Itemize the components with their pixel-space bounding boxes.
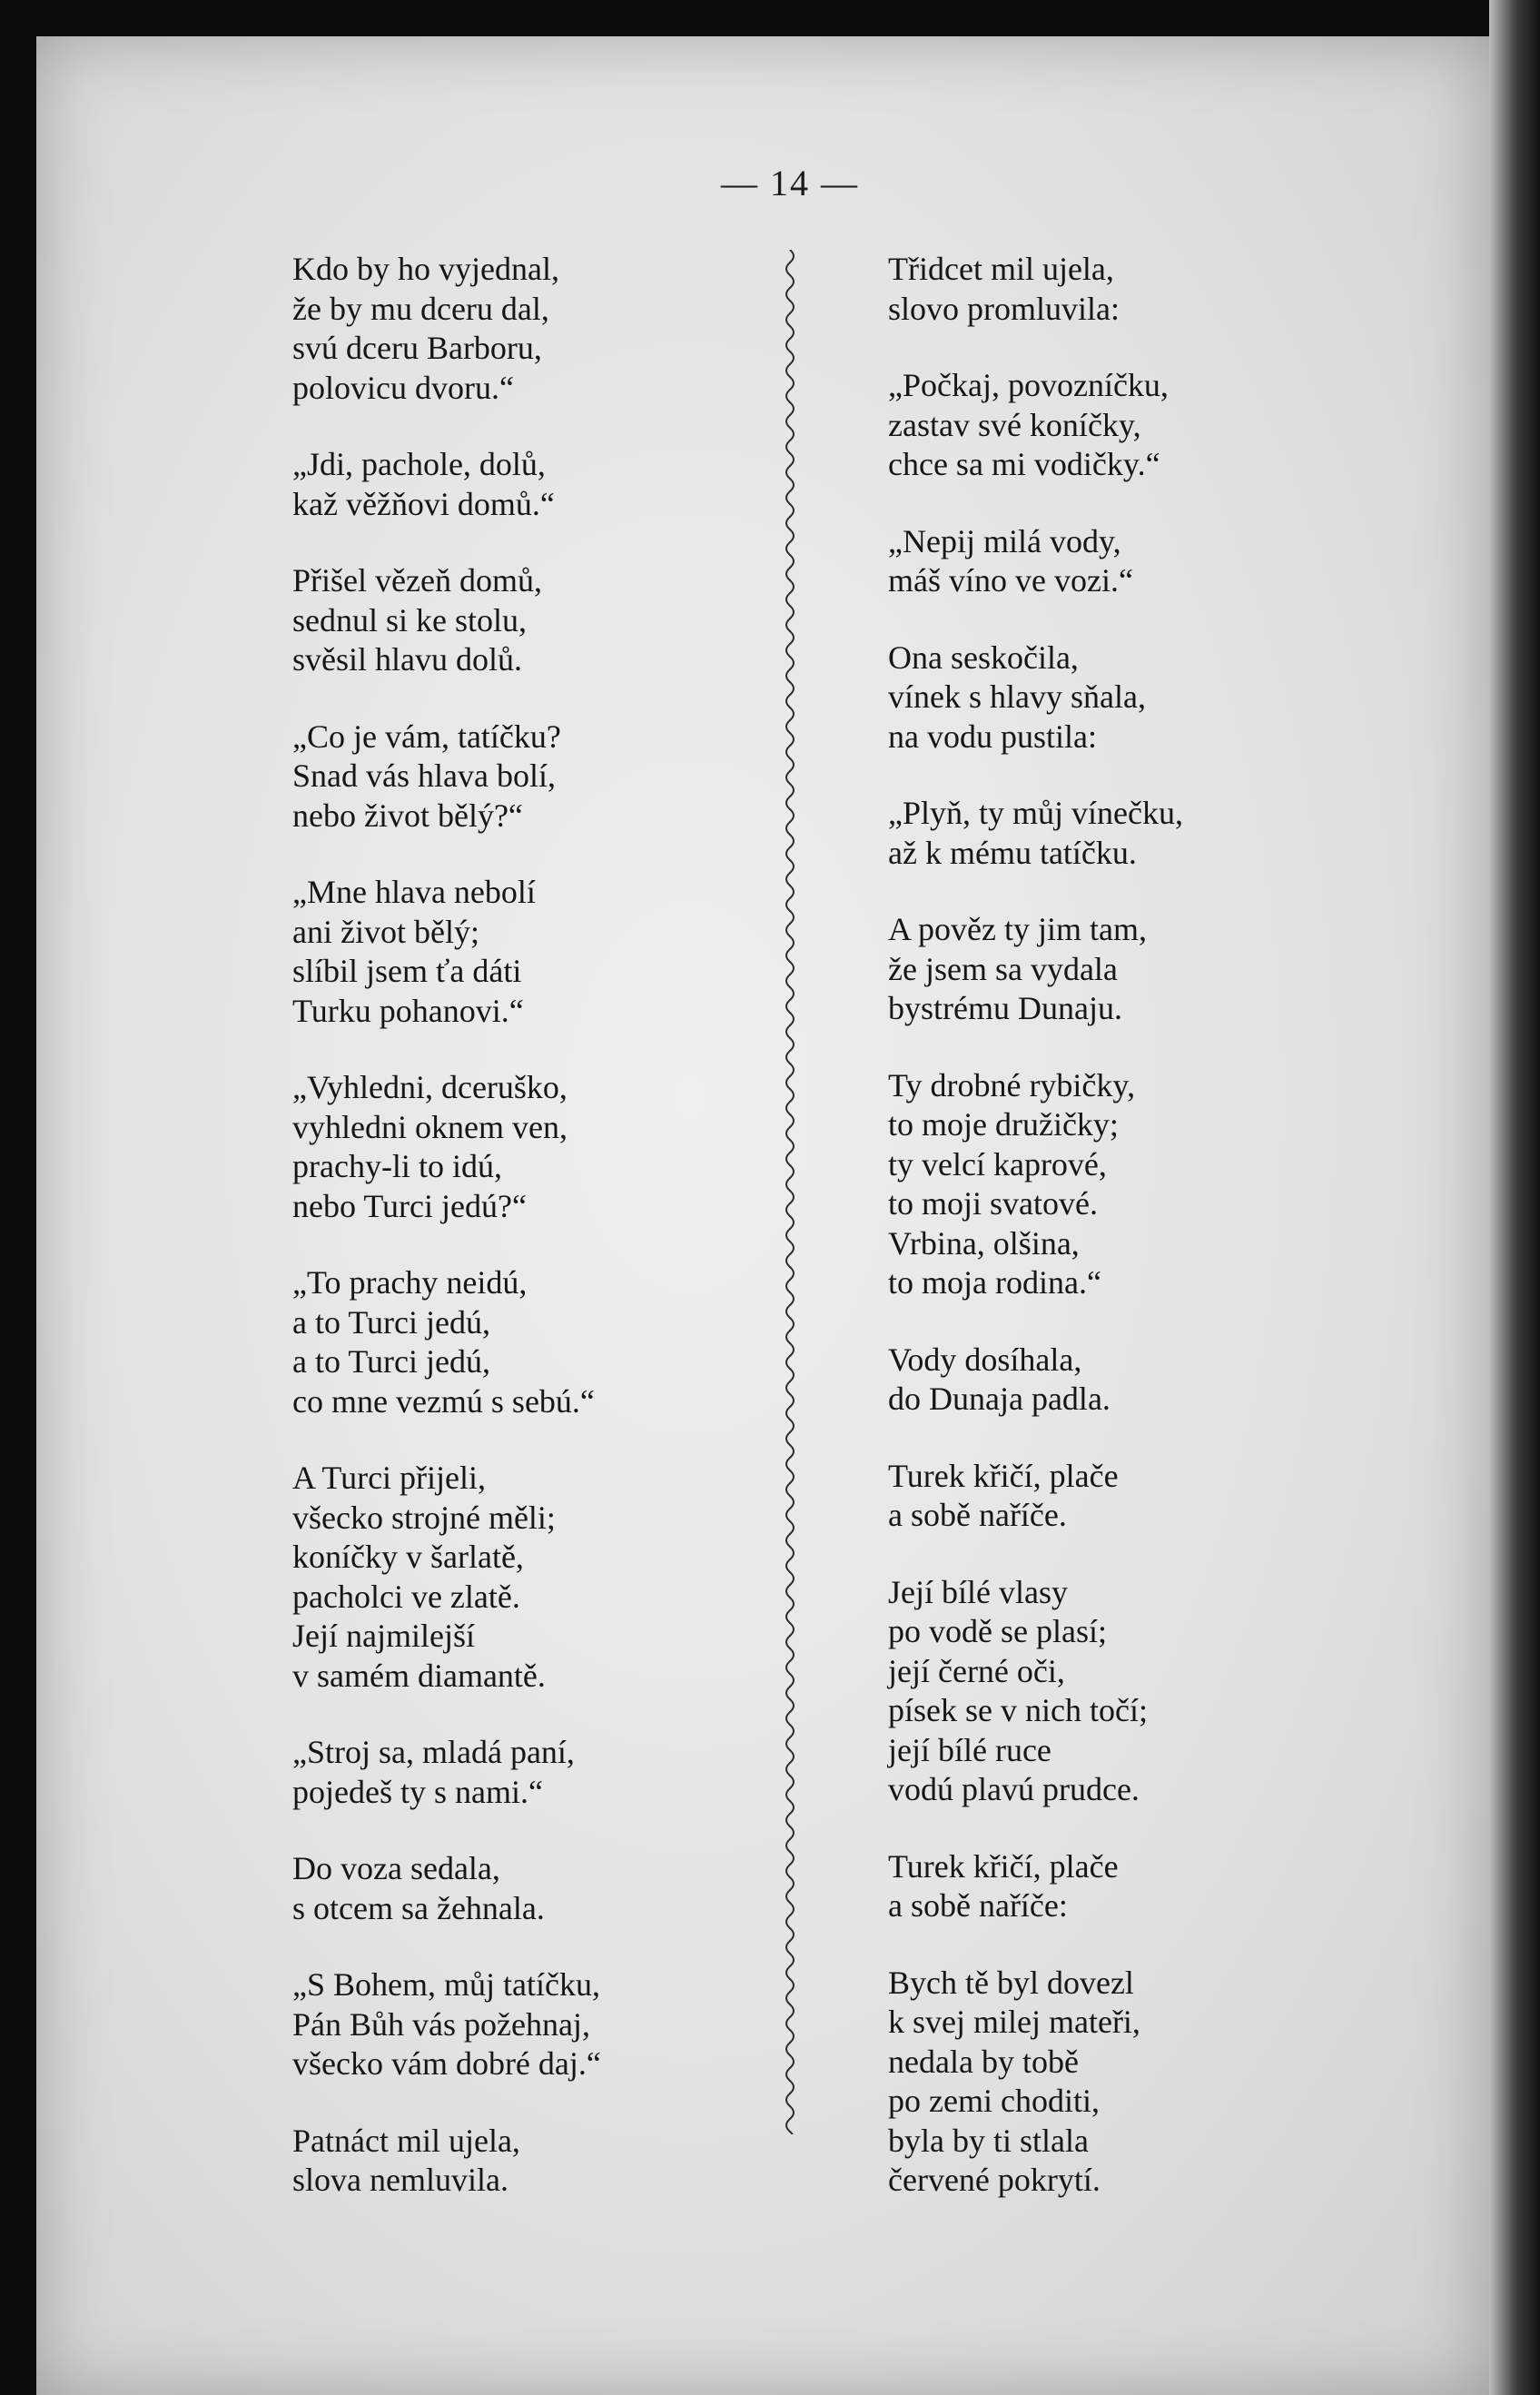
stanza <box>292 718 801 836</box>
verse-line: všecko vám dobré daj.“ <box>292 2045 601 2082</box>
verse-line: máš víno ve vozi.“ <box>888 562 1133 599</box>
stanza <box>888 1573 1397 1810</box>
verse-line: Vody dosíhala, <box>888 1341 1082 1378</box>
verse-line: a sobě naříče: <box>888 1887 1068 1924</box>
verse-line: vyhledni oknem ven, <box>292 1108 568 1145</box>
verse-line: chce sa mi vodičky.“ <box>888 446 1160 482</box>
verse-line: až k mému tatíčku. <box>888 834 1137 871</box>
verse-line: ani život bělý; <box>292 913 479 950</box>
verse-line: to moja rodina.“ <box>888 1264 1101 1301</box>
verse-line: pojedeš ty s nami.“ <box>292 1773 543 1810</box>
left-poem-column <box>292 250 801 2238</box>
verse-line: po zemi choditi, <box>888 2083 1100 2119</box>
verse-line: Do voza sedala, <box>292 1850 500 1886</box>
verse-line: Pán Bůh vás požehnaj, <box>292 2005 590 2043</box>
verse-line: „To prachy neidú, <box>292 1264 528 1301</box>
verse-line: Kdo by ho vyjednal, <box>292 251 559 287</box>
verse-line: do Dunaja padla. <box>888 1381 1111 1417</box>
verse-line: Turek křičí, plače <box>888 1457 1119 1494</box>
verse-line: zastav své koníčky, <box>888 406 1141 443</box>
verse-line: „Jdi, pachole, dolů, <box>292 446 546 482</box>
verse-line: „Nepij milá vody, <box>888 522 1121 559</box>
verse-line: sednul si ke stolu, <box>292 601 527 638</box>
stanza <box>292 445 801 524</box>
page-edge-shadow <box>1489 0 1540 2395</box>
verse-line: A pověz ty jim tam, <box>888 911 1147 947</box>
verse-line: „Vyhledni, dceruško, <box>292 1069 568 1105</box>
stanza <box>888 1457 1397 1536</box>
verse-line: Vrbina, olšina, <box>888 1224 1080 1262</box>
stanza <box>292 1068 801 1226</box>
wavy-column-divider <box>779 250 801 2134</box>
stanza <box>292 873 801 1031</box>
verse-line: Snad vás hlava bolí, <box>292 757 556 794</box>
verse-line: nebo Turci jedú?“ <box>292 1187 527 1224</box>
stanza <box>888 366 1397 485</box>
stanza <box>292 1733 801 1812</box>
verse-line: písek se v nich točí; <box>888 1692 1148 1728</box>
stanza <box>292 1263 801 1421</box>
verse-line: polovicu dvoru.“ <box>292 369 514 406</box>
stanza <box>888 638 1397 757</box>
verse-line: Turku pohanovi.“ <box>292 992 524 1029</box>
verse-line: ty velcí kaprové, <box>888 1145 1107 1183</box>
stanza <box>888 1847 1397 1926</box>
stanza <box>888 910 1397 1029</box>
stanza <box>292 2122 801 2201</box>
verse-line: to moje družičky; <box>888 1106 1119 1143</box>
page-number: — 14 — <box>721 163 859 203</box>
verse-line: Přišel vězeň domů, <box>292 562 542 599</box>
verse-line: a sobě naříče. <box>888 1497 1067 1533</box>
verse-line: slova nemluvila. <box>292 2162 508 2198</box>
verse-line: že by mu dceru dal, <box>292 290 549 327</box>
stanza <box>888 1964 1397 2201</box>
stanza <box>292 561 801 680</box>
verse-line: na vodu pustila: <box>888 718 1097 755</box>
verse-line: Její bílé vlasy <box>888 1573 1068 1610</box>
verse-line: „S Bohem, můj tatíčku, <box>292 1966 600 2003</box>
verse-line: „Co je vám, tatíčku? <box>292 718 561 755</box>
verse-line: Ty drobné rybičky, <box>888 1066 1136 1103</box>
stanza <box>888 250 1397 329</box>
verse-line: po vodě se plasí; <box>888 1613 1107 1649</box>
verse-line: slovo promluvila: <box>888 290 1120 327</box>
verse-line: svěsil hlavu dolů. <box>292 641 522 678</box>
verse-line: bystrému Dunaju. <box>888 990 1122 1026</box>
verse-line: vínek s hlavy sňala, <box>888 678 1146 715</box>
stanza <box>888 1066 1397 1303</box>
verse-line: všecko strojné měli; <box>292 1499 556 1536</box>
verse-line: prachy-li to idú, <box>292 1148 502 1184</box>
verse-line: s otcem sa žehnala. <box>292 1889 545 1926</box>
verse-line: „Mne hlava nebolí <box>292 874 536 910</box>
verse-line: v samém diamantě. <box>292 1657 546 1694</box>
verse-line: a to Turci jedú, <box>292 1303 491 1341</box>
verse-line: Její najmilejší <box>292 1618 475 1654</box>
verse-line: a to Turci jedú, <box>292 1343 491 1380</box>
verse-line: Bych tě byl dovezl <box>888 1964 1134 2001</box>
verse-line: její bílé ruce <box>888 1731 1051 1768</box>
verse-line: Patnáct mil ujela, <box>292 2122 520 2159</box>
verse-line: svú dceru Barboru, <box>292 330 542 366</box>
verse-line: to moji svatové. <box>888 1185 1098 1222</box>
verse-line: A Turci přijeli, <box>292 1460 487 1496</box>
verse-line: nedala by tobě <box>888 2043 1079 2080</box>
verse-line: „Počkaj, povozníčku, <box>888 367 1169 403</box>
verse-line: Turek křičí, plače <box>888 1847 1119 1885</box>
stanza <box>292 1965 801 2084</box>
verse-line: Ona seskočila, <box>888 638 1079 676</box>
verse-line: červené pokrytí. <box>888 2162 1101 2198</box>
stanza <box>888 522 1397 601</box>
verse-line: „Stroj sa, mladá paní, <box>292 1734 575 1770</box>
verse-line: k svej milej mateři, <box>888 2004 1140 2040</box>
verse-line: pacholci ve zlatě. <box>292 1578 520 1615</box>
verse-line: slíbil jsem ťa dáti <box>292 953 522 989</box>
verse-line: „Plyň, ty můj vínečku, <box>888 795 1183 831</box>
verse-line: nebo život bělý?“ <box>292 797 523 834</box>
verse-line: kaž věžňovi domů.“ <box>292 485 555 522</box>
verse-line: co mne vezmú s sebú.“ <box>292 1382 595 1420</box>
verse-line: vodú plavú prudce. <box>888 1771 1140 1807</box>
stanza <box>888 794 1397 873</box>
stanza <box>292 1459 801 1696</box>
verse-line: Třidcet mil ujela, <box>888 251 1114 287</box>
stanza <box>292 1849 801 1928</box>
verse-line: její černé oči, <box>888 1652 1065 1689</box>
stanza <box>292 250 801 408</box>
verse-line: koníčky v šarlatě, <box>292 1539 524 1575</box>
stanza <box>888 1341 1397 1420</box>
verse-line: že jsem sa vydala <box>888 950 1118 987</box>
right-poem-column <box>888 250 1397 2238</box>
verse-line: byla by ti stlala <box>888 2122 1089 2159</box>
